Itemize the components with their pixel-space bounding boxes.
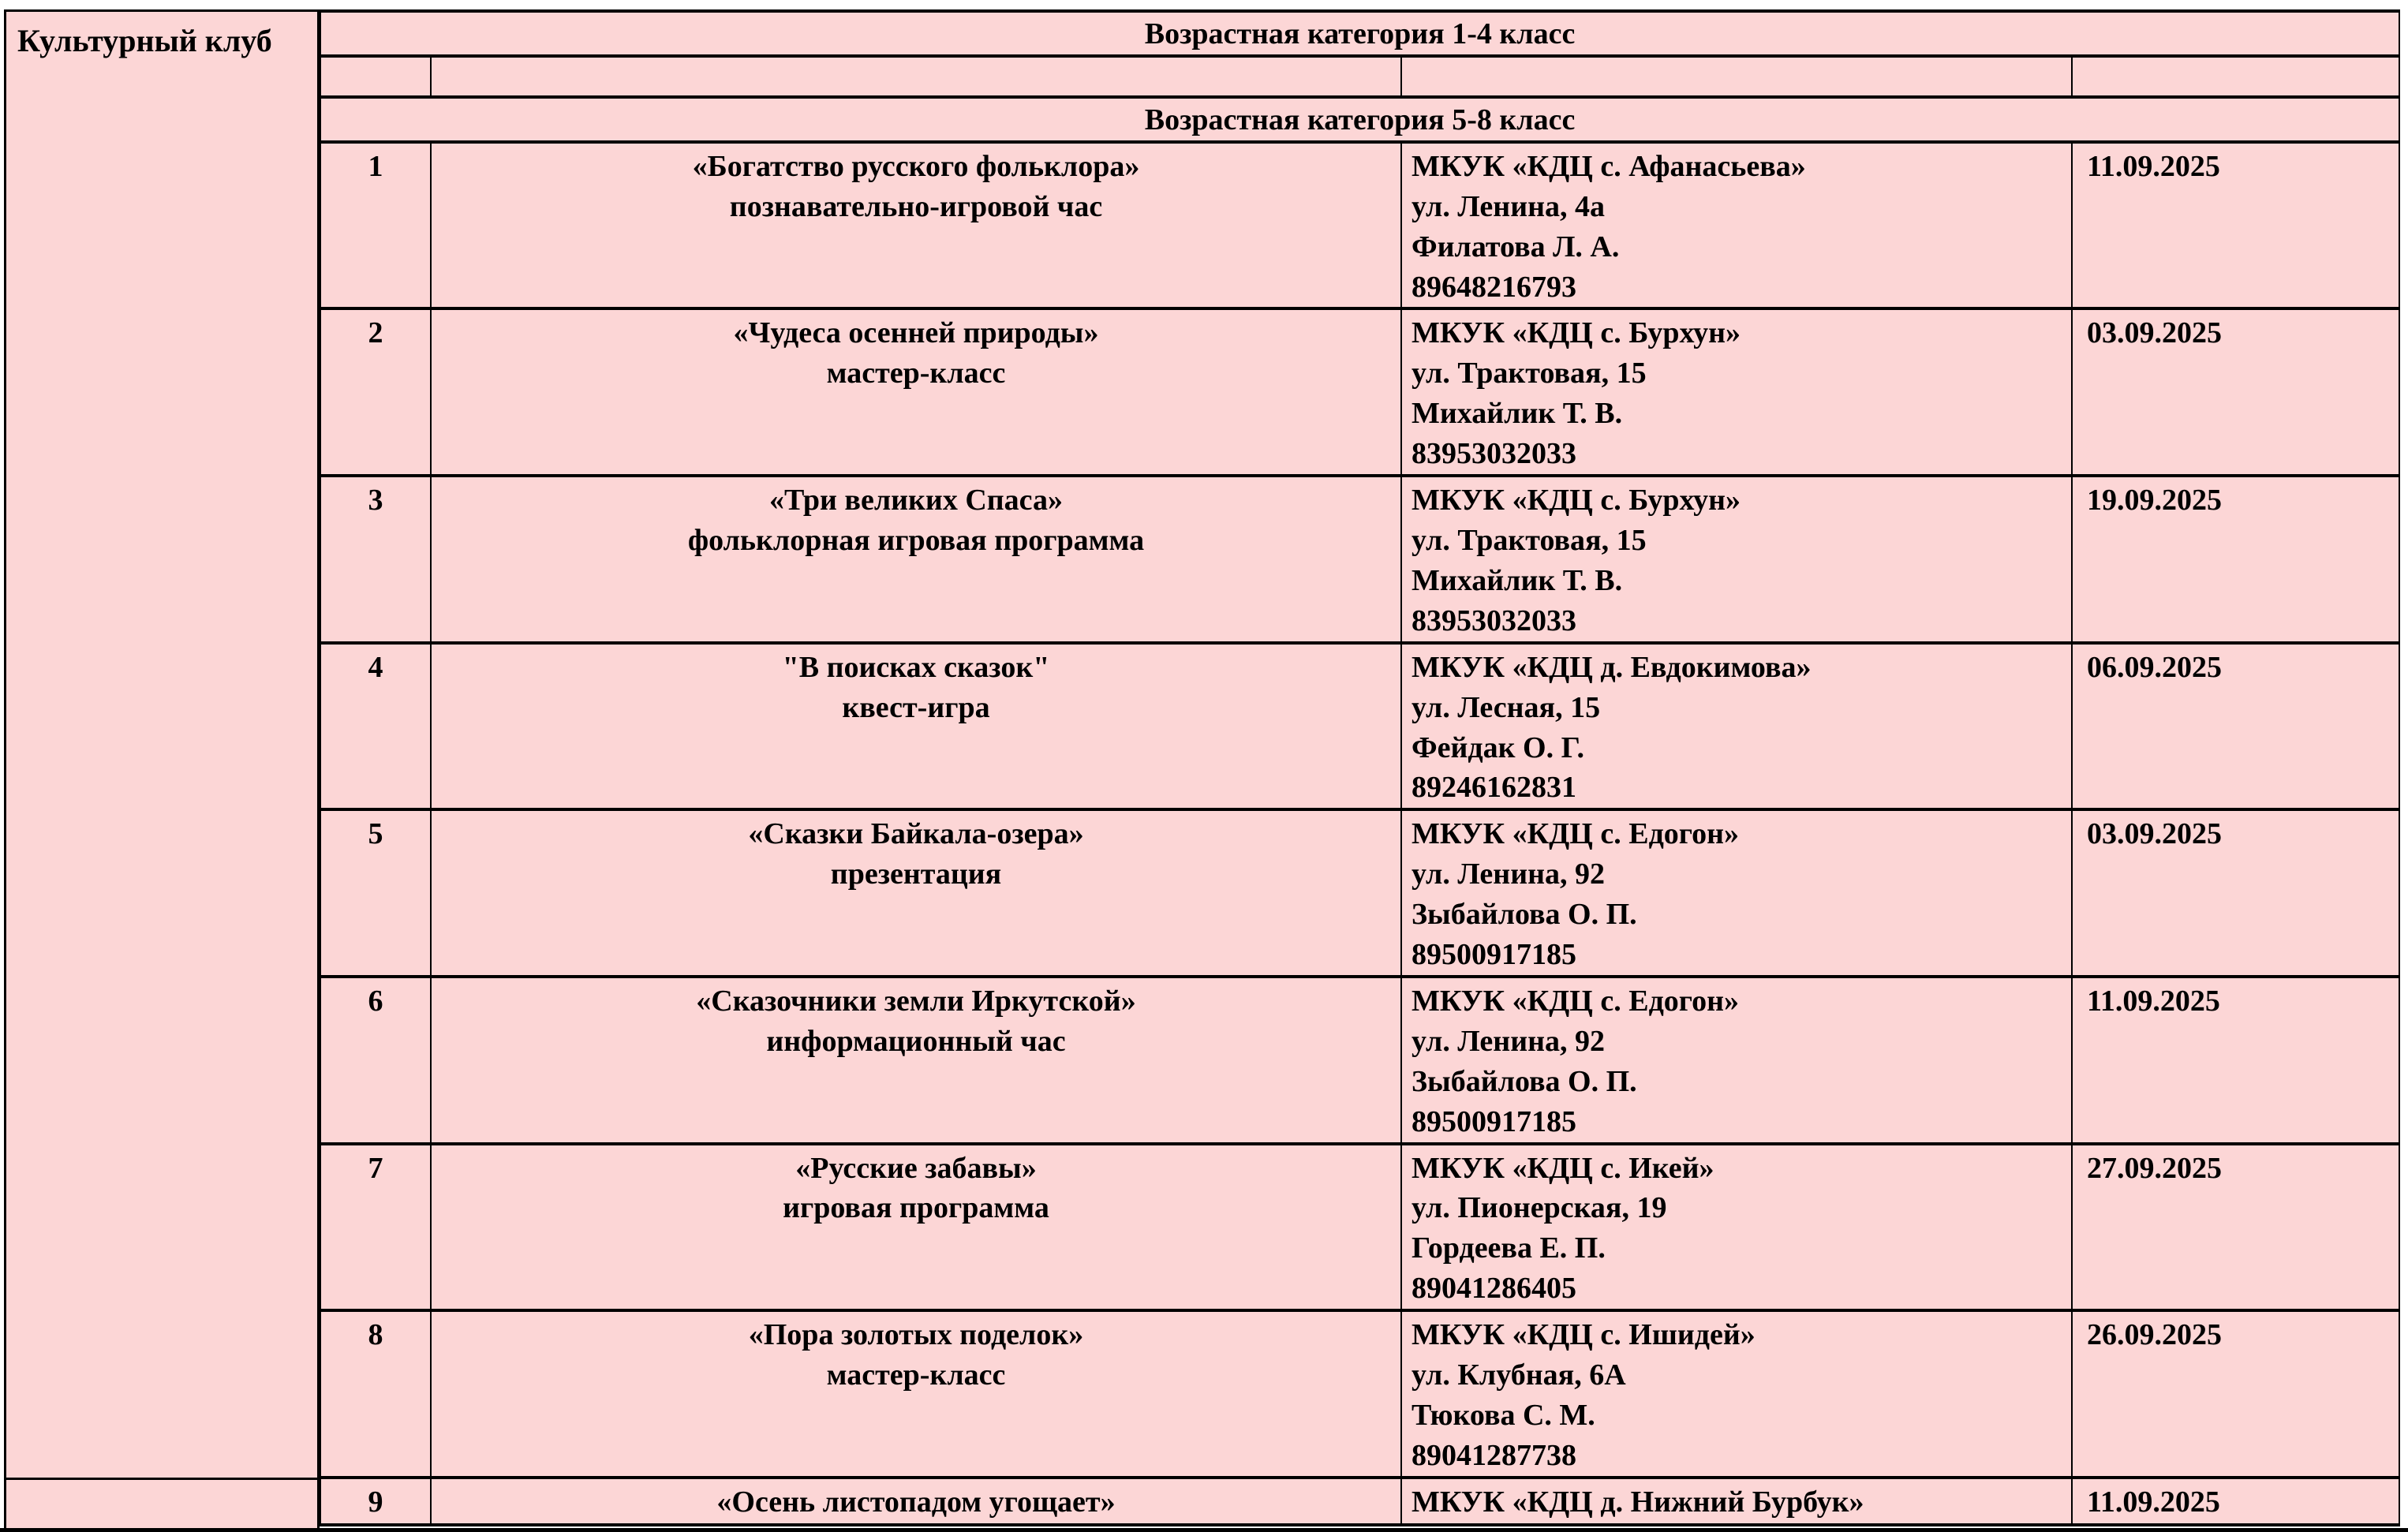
- table-row: [320, 643, 2399, 810]
- venue-address: ул. Трактовая, 15: [1412, 357, 1647, 390]
- row-number-cell: 7: [320, 1144, 431, 1311]
- event-title-cell: [431, 1144, 1401, 1311]
- contact-person: Тюкова С. М.: [1412, 1399, 1595, 1432]
- row-number-cell: 4: [320, 643, 431, 810]
- event-title-cell: [431, 977, 1401, 1144]
- event-type: презентация: [830, 858, 1002, 891]
- contact-person: Зыбайлова О. П.: [1412, 898, 1637, 932]
- contact-phone: 83953032033: [1412, 437, 1576, 471]
- table-row: [320, 142, 2399, 309]
- venue-name: МКУК «КДЦ с. Бурхун»: [1412, 316, 1741, 350]
- table-row: [320, 809, 2399, 977]
- venue-name: МКУК «КДЦ с. Едогон»: [1412, 984, 1739, 1018]
- culture-club-next-cell: [4, 1480, 320, 1532]
- table-row: [320, 1310, 2399, 1478]
- event-title: «Чудеса осенней природы»: [733, 316, 1099, 350]
- event-title: «Три великих Спаса»: [769, 484, 1063, 518]
- table-row: [320, 977, 2399, 1144]
- venue-address: ул. Трактовая, 15: [1412, 523, 1647, 557]
- contact-person: Михайлик Т. В.: [1412, 563, 1623, 597]
- venue-cell: [1401, 1310, 2072, 1478]
- event-type: фольклорная игровая программа: [687, 523, 1145, 557]
- event-title-cell: [431, 1310, 1401, 1478]
- date-cell: 19.09.2025: [2072, 476, 2399, 643]
- venue-cell: [1401, 1478, 2072, 1525]
- table-row: [320, 1144, 2399, 1311]
- row-number-cell: 5: [320, 809, 431, 977]
- row-number-cell: 1: [320, 142, 431, 309]
- contact-person: Зыбайлова О. П.: [1412, 1064, 1637, 1098]
- date-cell: 11.09.2025: [2072, 977, 2399, 1144]
- venue-address: ул. Клубная, 6А: [1412, 1358, 1626, 1392]
- event-type: информационный час: [766, 1024, 1066, 1058]
- event-title: «Пора золотых поделок»: [748, 1318, 1084, 1352]
- event-type: познавательно-игровой час: [729, 189, 1103, 223]
- event-title-cell: [431, 476, 1401, 643]
- venue-address: ул. Ленина, 92: [1412, 858, 1605, 891]
- event-title: «Осень листопадом угощает»: [716, 1485, 1116, 1519]
- date-cell: 06.09.2025: [2072, 643, 2399, 810]
- event-type: мастер-класс: [826, 1358, 1006, 1392]
- empty-cell: [431, 56, 1401, 97]
- event-title-cell: [431, 809, 1401, 977]
- venue-address: ул. Лесная, 15: [1412, 690, 1601, 724]
- bottom-cutoff-line: [0, 1528, 2408, 1532]
- venue-cell: [1401, 142, 2072, 309]
- venue-name: МКУК «КДЦ с. Ишидей»: [1412, 1318, 1756, 1352]
- row-number-cell: 3: [320, 476, 431, 643]
- venue-address: ул. Пионерская, 19: [1412, 1191, 1667, 1225]
- date-cell: 03.09.2025: [2072, 809, 2399, 977]
- events-table: [320, 9, 2400, 1526]
- venue-address: ул. Ленина, 4а: [1412, 189, 1605, 223]
- date-cell: 11.09.2025: [2072, 142, 2399, 309]
- event-title-cell: [431, 308, 1401, 476]
- culture-club-label: Культурный клуб: [17, 23, 272, 58]
- table-row: [320, 476, 2399, 643]
- row-number-cell: 2: [320, 308, 431, 476]
- event-title: «Русские забавы»: [795, 1151, 1037, 1185]
- venue-cell: [1401, 643, 2072, 810]
- section-header-5-8: Возрастная категория 5-8 класс: [320, 97, 2399, 142]
- venue-cell: [1401, 308, 2072, 476]
- contact-person: Фейдак О. Г.: [1412, 731, 1584, 764]
- table-row: [320, 1478, 2399, 1525]
- date-cell: 27.09.2025: [2072, 1144, 2399, 1311]
- table-row: [320, 308, 2399, 476]
- contact-person: Михайлик Т. В.: [1412, 397, 1623, 431]
- empty-cell: [320, 56, 431, 97]
- event-type: квест-игра: [842, 690, 990, 724]
- event-title: «Сказки Байкала-озера»: [748, 817, 1084, 851]
- venue-name: МКУК «КДЦ д. Евдокимова»: [1412, 650, 1812, 684]
- empty-cell: [1401, 56, 2072, 97]
- contact-person: Филатова Л. А.: [1412, 230, 1620, 263]
- venue-cell: [1401, 809, 2072, 977]
- row-number-cell: 8: [320, 1310, 431, 1478]
- row-number-cell: 6: [320, 977, 431, 1144]
- contact-phone: 89500917185: [1412, 938, 1576, 972]
- event-title-cell: [431, 643, 1401, 810]
- event-title: «Сказочники земли Иркутской»: [696, 984, 1136, 1018]
- venue-name: МКУК «КДЦ с. Едогон»: [1412, 817, 1739, 851]
- section-header-row: [320, 97, 2399, 142]
- contact-phone: 89041286405: [1412, 1272, 1576, 1306]
- empty-cell: [2072, 56, 2399, 97]
- contact-phone: 83953032033: [1412, 603, 1576, 637]
- venue-name: МКУК «КДЦ с. Бурхун»: [1412, 484, 1741, 518]
- contact-phone: 89648216793: [1412, 270, 1576, 304]
- event-type: игровая программа: [783, 1191, 1049, 1225]
- contact-person: Гордеева Е. П.: [1412, 1231, 1606, 1265]
- date-cell: 03.09.2025: [2072, 308, 2399, 476]
- venue-address: ул. Ленина, 92: [1412, 1024, 1605, 1058]
- date-cell: 11.09.2025: [2072, 1478, 2399, 1525]
- venue-cell: [1401, 1144, 2072, 1311]
- date-cell: 26.09.2025: [2072, 1310, 2399, 1478]
- venue-name: МКУК «КДЦ д. Нижний Бурбук»: [1412, 1485, 1864, 1519]
- culture-club-cell: [4, 9, 320, 1480]
- contact-phone: 89041287738: [1412, 1438, 1576, 1472]
- venue-cell: [1401, 476, 2072, 643]
- event-type: мастер-класс: [826, 357, 1006, 390]
- contact-phone: 89246162831: [1412, 771, 1576, 805]
- event-title-cell: [431, 1478, 1401, 1525]
- section-header-row: [320, 11, 2399, 56]
- venue-name: МКУК «КДЦ с. Икей»: [1412, 1151, 1714, 1185]
- empty-row: [320, 56, 2399, 97]
- event-title: «Богатство русского фольклора»: [692, 149, 1140, 183]
- section-header-1-4: Возрастная категория 1-4 класс: [320, 11, 2399, 56]
- venue-cell: [1401, 977, 2072, 1144]
- venue-name: МКУК «КДЦ с. Афанасьева»: [1412, 149, 1806, 183]
- event-title-cell: [431, 142, 1401, 309]
- row-number-cell: 9: [320, 1478, 431, 1525]
- event-title: "В поисках сказок": [782, 650, 1050, 684]
- contact-phone: 89500917185: [1412, 1104, 1576, 1138]
